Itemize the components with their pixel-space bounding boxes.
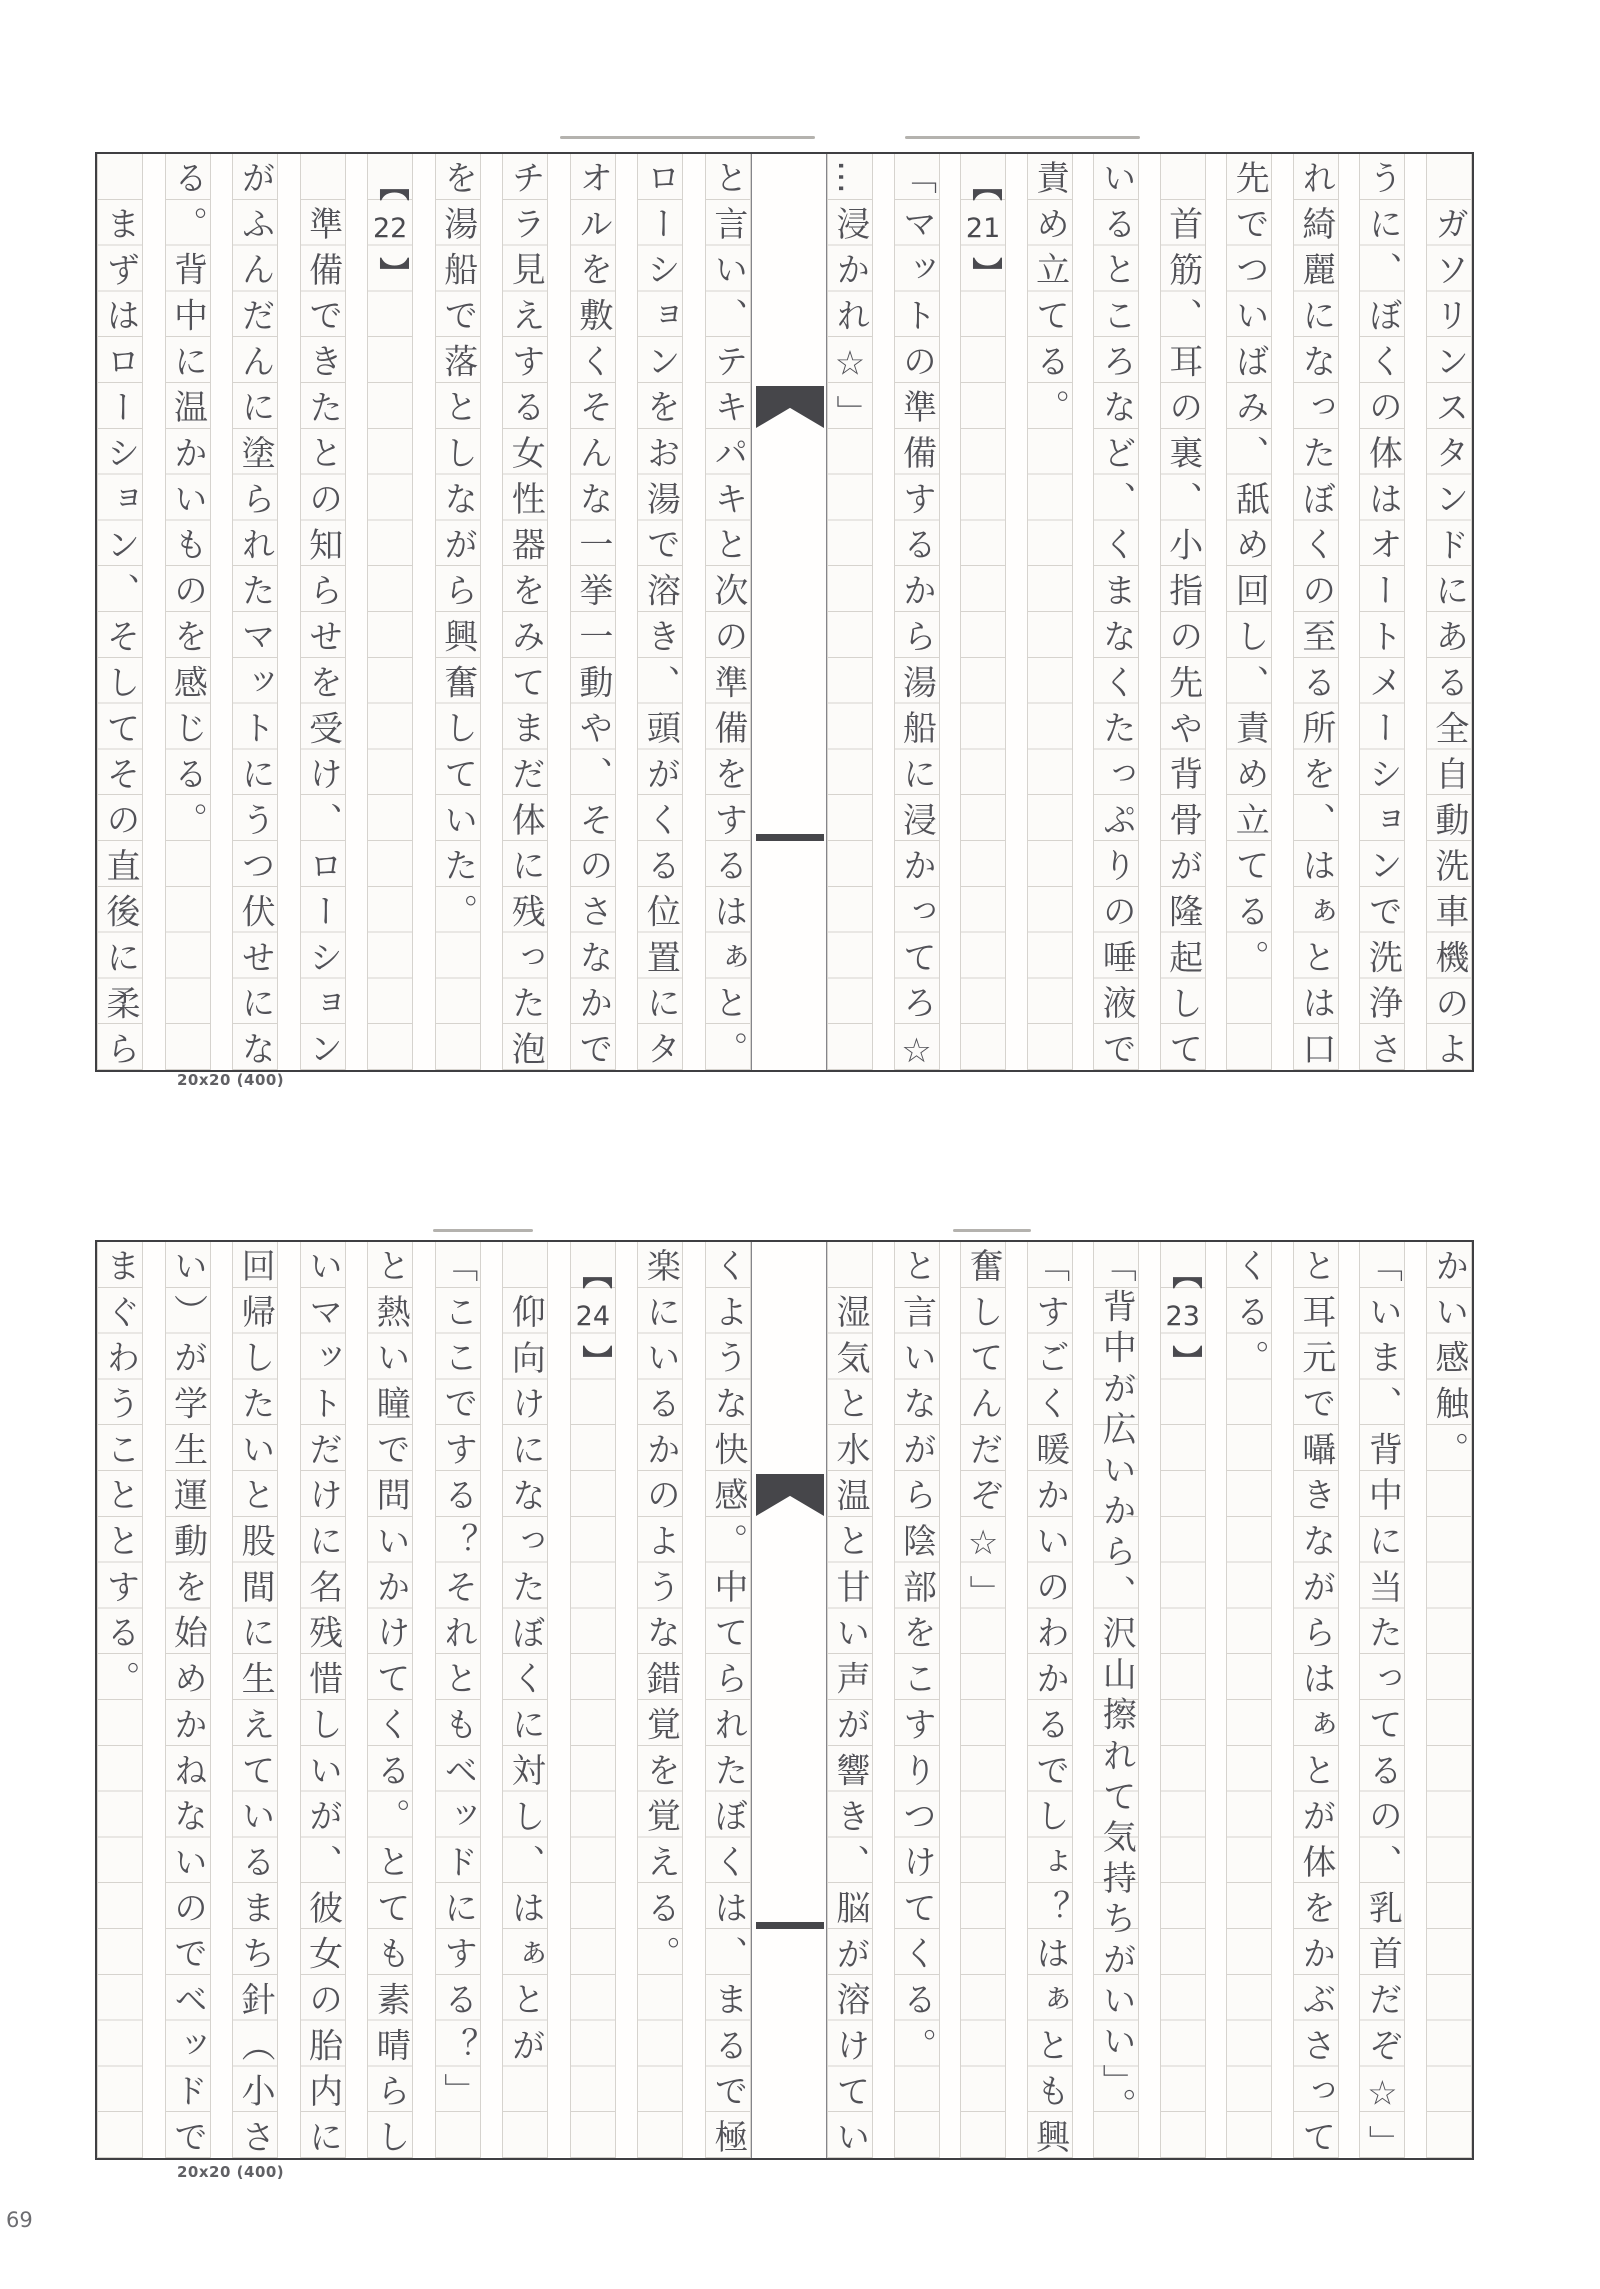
text-column — [1226, 154, 1272, 1070]
text-column — [165, 1242, 211, 2165]
page1-right-column-block — [826, 154, 1472, 1083]
text-column — [502, 1242, 548, 2158]
marker-open-bracket: 【 — [968, 171, 1004, 201]
section-number: 24 — [575, 1301, 610, 1332]
page2-right-column-block — [826, 1242, 1472, 2171]
marker-open-bracket: 【 — [1167, 1259, 1203, 1289]
text-column — [1027, 1242, 1073, 2165]
fold-ribbon-icon — [756, 386, 824, 428]
column-text: と言いながら陰部をこすりつけてくる。 — [896, 1248, 937, 2074]
column-text: る。背中に温かいものを感じる。 — [167, 160, 208, 848]
column-text: 湿気と水温と甘い声が響き、脳が溶けてい — [830, 1294, 870, 2166]
column-text: チラ見えする女性器をみてまだ体に残った泡 — [505, 160, 546, 1077]
column-text: と耳元で囁きながらはぁとが体をかぶさって — [1295, 1248, 1336, 2165]
column-text: かい感触。 — [1428, 1248, 1469, 1478]
column-text: いるところなど、くまなくたっぷりの唾液で — [1096, 160, 1137, 1077]
text-column — [435, 154, 481, 1070]
section-number: 22 — [373, 213, 408, 244]
column-text: うに、ぼくの体はオートメーションで洗浄さ — [1362, 160, 1403, 1077]
text-column — [1027, 154, 1073, 1070]
column-text: い）が学生運動を始めかねないのでベッドで — [167, 1248, 208, 2165]
text-column — [1093, 154, 1139, 1077]
column-text: ローションをお湯で溶き、頭がくる位置にタ — [640, 160, 681, 1077]
text-column — [637, 1242, 683, 2158]
column-text: 先でついばみ、舐め回し、責め立てる。 — [1229, 160, 1270, 986]
page1-left-column-block — [97, 154, 752, 1078]
text-column — [232, 154, 278, 1077]
page-number: 69 — [6, 2208, 33, 2232]
marker-close-bracket: 】 — [577, 1345, 613, 1375]
fold-ribbon-icon — [756, 1474, 824, 1516]
column-text: 「すごく暖かいのわかるでしょ？はぁとも興 — [1029, 1248, 1070, 2165]
text-column — [960, 1242, 1006, 2158]
text-column — [1359, 154, 1405, 1077]
text-column — [367, 1242, 413, 2165]
column-text: いマットだけに名残惜しいが、彼女の胎内に — [302, 1248, 343, 2165]
column-text: がふんだんに塗られたマットにうつ伏せにな — [235, 160, 276, 1077]
column-text: 「背中が広いから、沢山擦れて気持ちがいい」。 — [1096, 1248, 1137, 2129]
text-column — [232, 1242, 278, 2165]
text-column — [827, 1242, 873, 2166]
scan-artifact-line — [905, 136, 1140, 139]
fold-bar-icon — [756, 834, 824, 841]
page2-left-column-block — [97, 1242, 752, 2165]
section-marker-column — [367, 154, 413, 1070]
scan-artifact-line — [560, 136, 815, 139]
text-column — [1426, 154, 1472, 1078]
grid-size-label: 20x20 (400) — [177, 1071, 285, 1089]
section-number: 21 — [965, 213, 1001, 244]
column-text: 準備できたとの知らせを受け、ローション — [302, 206, 343, 1078]
column-text: 「いま、背中に当たってるの、乳首だぞ☆」 — [1362, 1248, 1403, 2171]
text-column — [1426, 1242, 1472, 2158]
marker-close-bracket: 】 — [968, 257, 1004, 287]
text-column — [435, 1242, 481, 2158]
scan-artifact-line — [433, 1229, 533, 1232]
column-text: れ綺麗になったぼくの至る所を、はぁとは口 — [1295, 160, 1336, 1077]
column-text: 回帰したいと股間に生えているまち針（小さ — [235, 1248, 276, 2165]
marker-open-bracket: 【 — [577, 1259, 613, 1289]
column-text: と熱い瞳で問いかけてくる。とても素晴らし — [370, 1248, 411, 2165]
text-column — [570, 154, 616, 1077]
column-text: …浸かれ☆」 — [830, 160, 870, 442]
marker-close-bracket: 】 — [375, 257, 411, 287]
column-text: 奮してんだぞ☆」 — [963, 1248, 1004, 1621]
marker-open-bracket: 【 — [375, 171, 411, 201]
text-column — [1093, 1242, 1139, 2158]
text-column — [894, 1242, 940, 2158]
text-column — [1160, 154, 1206, 1078]
grid-size-label: 20x20 (400) — [177, 2163, 285, 2181]
column-text: 責め立てる。 — [1029, 160, 1070, 436]
text-column — [705, 154, 751, 1077]
column-text: くような快感。中てられたぼくは、まるで極 — [707, 1248, 748, 2165]
text-column — [827, 154, 873, 1070]
text-column — [300, 1242, 346, 2165]
text-column — [502, 154, 548, 1077]
column-text: を湯船で落としながら興奮していた。 — [437, 160, 478, 940]
column-text: 「ここでする？それともベッドにする？」 — [437, 1248, 478, 2120]
text-column — [97, 154, 143, 1078]
column-text: 仰向けになったぼくに対し、はぁとが — [505, 1294, 546, 2074]
column-text: 首筋、耳の裏、小指の先や背骨が隆起して — [1162, 206, 1203, 1078]
text-column — [637, 154, 683, 1077]
text-column — [1359, 1242, 1405, 2171]
section-marker-column — [570, 1242, 616, 2158]
column-text: まずはローション、そしてその直後に柔ら — [100, 206, 140, 1078]
text-column — [705, 1242, 751, 2165]
text-column — [1226, 1242, 1272, 2158]
section-number: 23 — [1165, 1301, 1200, 1332]
text-column — [1293, 1242, 1339, 2165]
text-column — [1293, 154, 1339, 1077]
section-marker-column — [1160, 1242, 1206, 2158]
column-text: 楽にいるかのような錯覚を覚える。 — [640, 1248, 681, 1982]
manuscript-page-2 — [95, 1240, 1474, 2171]
text-column — [97, 1242, 143, 2158]
column-text: まぐわうこととする。 — [100, 1248, 140, 1707]
text-column — [300, 154, 346, 1078]
marker-close-bracket: 】 — [1167, 1345, 1203, 1375]
column-text: くる。 — [1229, 1248, 1270, 1386]
fold-bar-icon — [756, 1922, 824, 1929]
column-text: オルを敷くそんな一挙一動や、そのさなかで — [572, 160, 613, 1077]
column-text: ガソリンスタンドにある全自動洗車機のよ — [1428, 206, 1469, 1078]
section-marker-column — [960, 154, 1006, 1070]
column-text: 「マットの準備するから湯船に浸かってろ☆ — [896, 160, 937, 1083]
scan-artifact-line — [953, 1229, 1031, 1232]
text-column — [165, 154, 211, 1070]
column-text: と言い、テキパキと次の準備をするはぁと。 — [707, 160, 748, 1077]
text-column — [894, 154, 940, 1083]
